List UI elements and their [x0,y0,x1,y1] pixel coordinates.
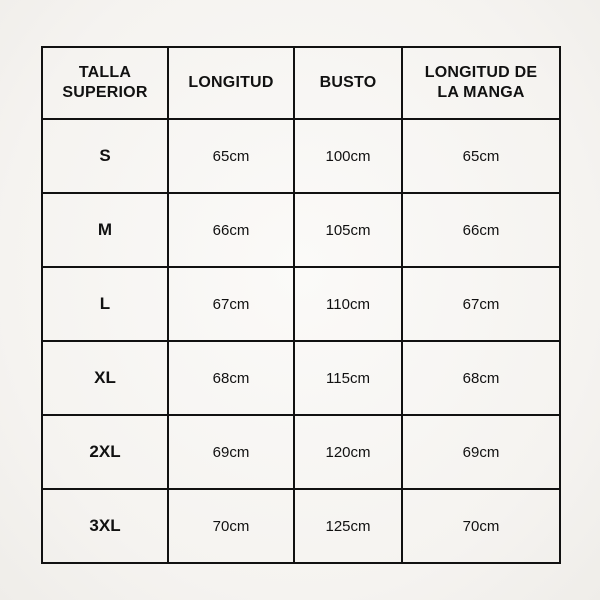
header-bust-label: BUSTO [319,74,377,91]
bust-cell: 105cm [294,193,402,267]
header-sleeve-length-line1: LONGITUD DE [424,64,538,81]
header-length [168,47,294,119]
size-cell: XL [42,341,168,415]
sleeve-length-cell: 65cm [402,119,560,193]
length-cell: 68cm [168,341,294,415]
size-cell: S [42,119,168,193]
length-cell: 65cm [168,119,294,193]
size-cell: 3XL [42,489,168,563]
sleeve-length-cell: 69cm [402,415,560,489]
table-row [42,193,560,267]
length-cell: 70cm [168,489,294,563]
table-row [42,341,560,415]
length-cell: 67cm [168,267,294,341]
sleeve-length-cell: 66cm [402,193,560,267]
bust-cell: 115cm [294,341,402,415]
length-cell: 69cm [168,415,294,489]
table-row [42,267,560,341]
header-length-label: LONGITUD [188,74,274,91]
bust-cell: 120cm [294,415,402,489]
size-cell: L [42,267,168,341]
bust-cell: 125cm [294,489,402,563]
bust-cell: 100cm [294,119,402,193]
table-header [42,47,560,119]
header-top-size-line2: SUPERIOR [62,84,148,101]
sleeve-length-cell: 70cm [402,489,560,563]
sleeve-length-cell: 67cm [402,267,560,341]
header-bust [294,47,402,119]
header-sleeve-length-line2: LA MANGA [437,84,525,101]
table-row [42,415,560,489]
header-top-size [42,47,168,119]
table-row [42,119,560,193]
sleeve-length-cell: 68cm [402,341,560,415]
size-cell: M [42,193,168,267]
size-chart-table [41,46,561,564]
header-row [42,47,560,119]
header-sleeve-length [402,47,560,119]
table-body [42,119,560,563]
size-cell: 2XL [42,415,168,489]
length-cell: 66cm [168,193,294,267]
bust-cell: 110cm [294,267,402,341]
table-row [42,489,560,563]
header-top-size-line1: TALLA [78,64,132,81]
